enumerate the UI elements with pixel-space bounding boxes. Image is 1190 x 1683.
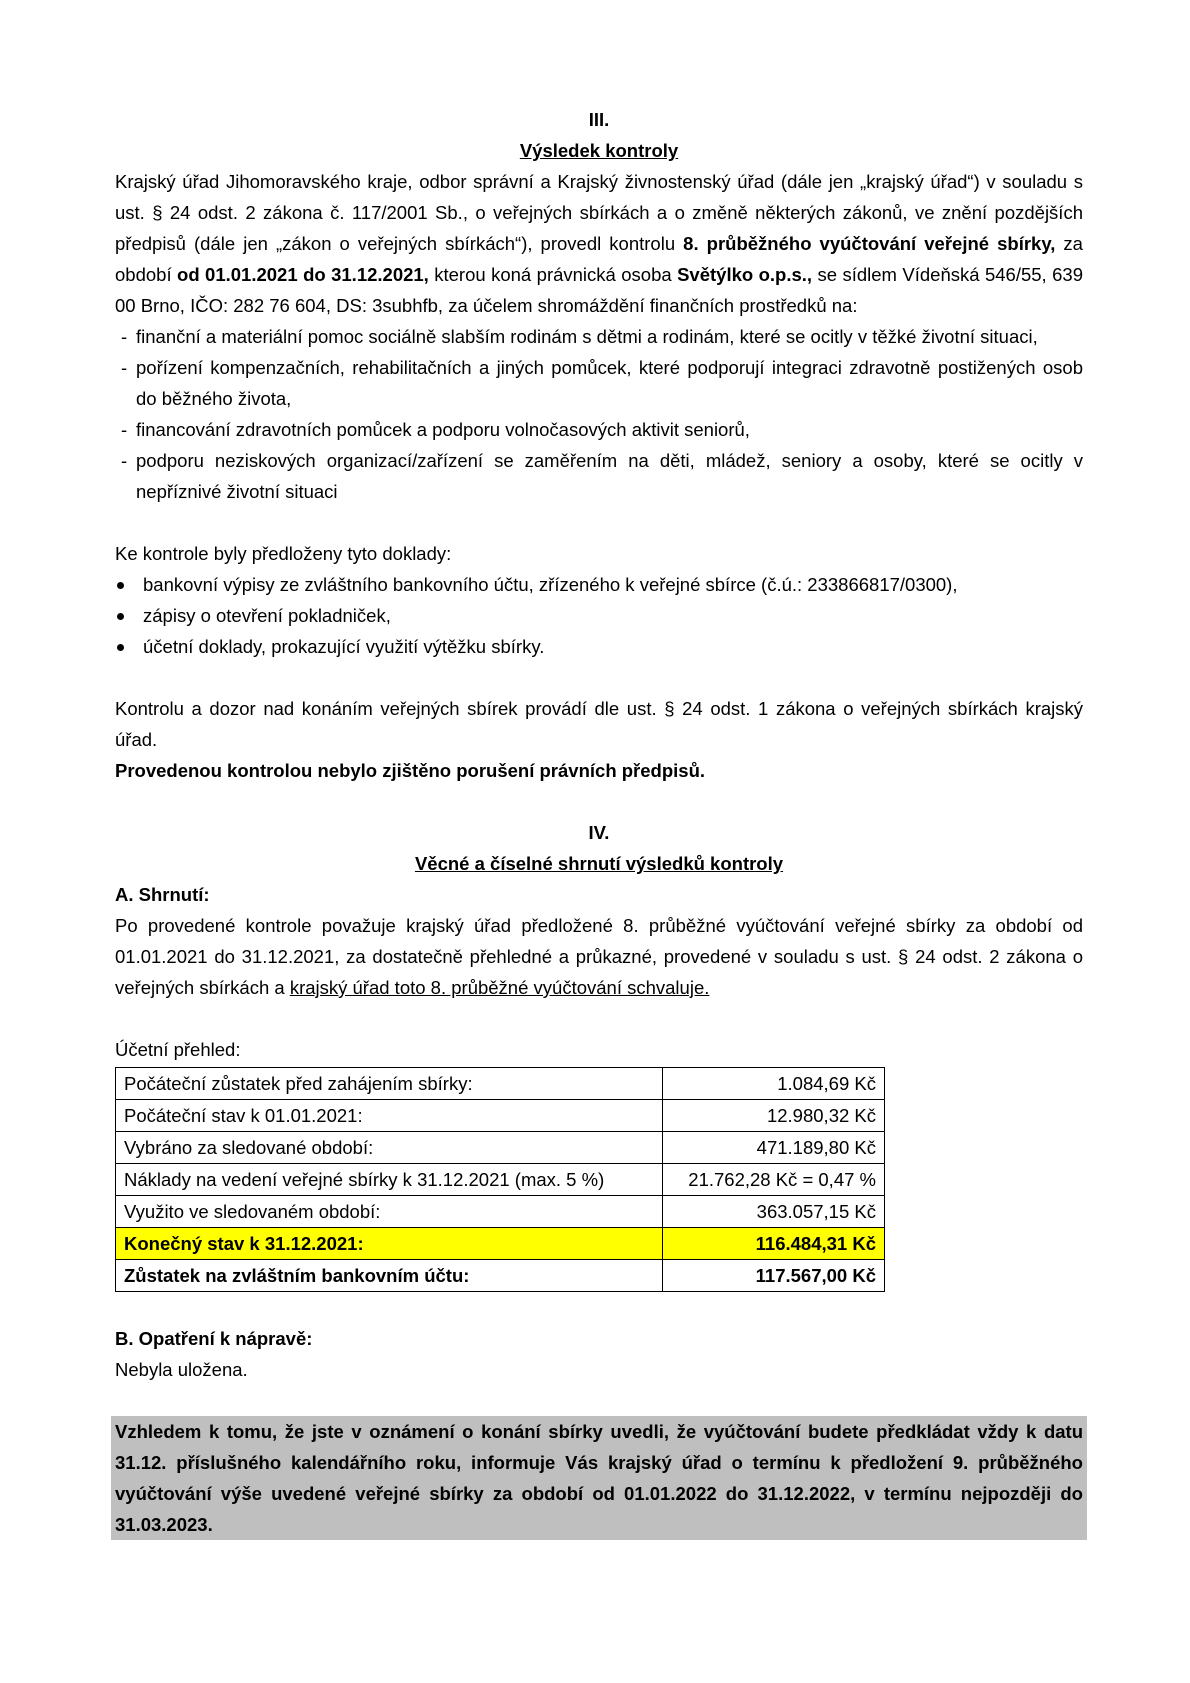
row-label: Náklady na vedení veřejné sbírky k 31.12.2021 (max. 5 %) — [116, 1164, 663, 1196]
row-label: Zůstatek na zvláštním bankovním účtu: — [116, 1260, 663, 1292]
table-row — [116, 1132, 885, 1164]
table-row — [116, 1068, 885, 1100]
row-value: 363.057,15 Kč — [663, 1196, 885, 1228]
supervision-paragraph: Kontrolu a dozor nad konáním veřejných sbírek provádí dle ust. § 24 odst. 1 zákona o veřejných sbírkách krajský úřad. — [115, 698, 1083, 750]
summary-approval: krajský úřad toto 8. průběžné vyúčtování schvaluje. — [289, 977, 710, 998]
table-row — [116, 1100, 885, 1132]
intro-settlement: 8. průběžného vyúčtování veřejné sbírky, — [683, 233, 1056, 254]
control-conclusion: Provedenou kontrolou nebylo zjištěno porušení právních předpisů. — [115, 760, 706, 781]
table-row — [116, 1196, 885, 1228]
accounting-overview-label: Účetní přehled: — [115, 1039, 241, 1060]
intro-period: od 01.01.2021 do 31.12.2021, — [177, 264, 429, 285]
intro-text-purpose: se sídlem Vídeňská 546/55, 639 00 Brno, IČO: 282 76 604, DS: 3subhfb, za účelem shromáždění finančních prostředků na: — [115, 264, 1083, 316]
row-label: Vybráno za sledované období: — [116, 1132, 663, 1164]
intro-text: Krajský úřad Jihomoravského kraje, odbor správní a Krajský živnostenský úřad (dále jen „krajský úřad“) v souladu s ust. § 24 odst. 2 zákona č. 117/2001 Sb., o veřejných sbírkách a o změně některých zákonů, ve znění pozdějších předpisů (dále jen „zákon o veřejných sbírkách“), provedl kontrolu — [115, 171, 1083, 254]
next-settlement-notice: Vzhledem k tomu, že jste v oznámení o konání sbírky uvedli, že vyúčtování budete předkládat vždy k datu 31.12. příslušného kalendářního roku, informuje Vás krajský úřad o termínu k předložení 9. průběžného vyúčtování výše uvedené veřejné sbírky za období od 01.01.2022 do 31.12.2022, v termínu nejpozději do 31.03.2023. — [111, 1416, 1087, 1540]
summary-heading: A. Shrnutí: — [115, 884, 210, 905]
summary-text: Po provedené kontrole považuje krajský úřad předložené 8. průběžné vyúčtování veřejné sbírky za období od 01.01.2021 do 31.12.2021, za dostatečně přehledné a průkazné, provedené v souladu s ust. § 24 odst. 2 zákona o veřejných sbírkách a — [115, 915, 1083, 998]
row-label: Využito ve sledovaném období: — [116, 1196, 663, 1228]
document-item: účetní doklady, prokazující využití výtěžku sbírky. — [115, 631, 1083, 662]
row-value: 471.189,80 Kč — [663, 1132, 885, 1164]
documents-list — [115, 569, 1083, 662]
row-value: 116.484,31 Kč — [663, 1228, 885, 1260]
purpose-list — [115, 321, 1083, 507]
section-4-title: Věcné a číselné shrnutí výsledků kontroly — [414, 853, 784, 874]
row-label: Počáteční stav k 01.01.2021: — [116, 1100, 663, 1132]
intro-text-period: za období — [115, 233, 1083, 285]
purpose-item: - finanční a materiální pomoc sociálně slabším rodinám s dětmi a rodinám, které se ocitly v těžké životní situaci, — [115, 321, 1083, 352]
table-row-highlighted — [116, 1228, 885, 1260]
row-label: Počáteční zůstatek před zahájením sbírky: — [116, 1068, 663, 1100]
row-label: Konečný stav k 31.12.2021: — [116, 1228, 663, 1260]
row-value: 1.084,69 Kč — [663, 1068, 885, 1100]
summary-paragraph — [115, 910, 1083, 1003]
purpose-item: - pořízení kompenzačních, rehabilitačních a jiných pomůcek, které podporují integraci zdravotně postižených osob do běžného života, — [115, 352, 1083, 414]
section-3-title: Výsledek kontroly — [519, 140, 679, 161]
accounting-table — [115, 1067, 885, 1292]
section-4-number: IV. — [588, 822, 610, 843]
row-value: 117.567,00 Kč — [663, 1260, 885, 1292]
row-value: 12.980,32 Kč — [663, 1100, 885, 1132]
purpose-item: - financování zdravotních pomůcek a podporu volnočasových aktivit seniorů, — [115, 414, 1083, 445]
control-intro-paragraph — [115, 166, 1083, 321]
section-3-number: III. — [588, 109, 610, 130]
row-value: 21.762,28 Kč = 0,47 % — [663, 1164, 885, 1196]
remedy-heading: B. Opatření k nápravě: — [115, 1328, 313, 1349]
purpose-item: - podporu neziskových organizací/zařízení se zaměřením na děti, mládež, seniory a osoby, které se ocitly v nepříznivé životní situaci — [115, 445, 1083, 507]
remedy-text: Nebyla uložena. — [115, 1359, 248, 1380]
table-row — [116, 1260, 885, 1292]
document-page — [115, 104, 1083, 1540]
intro-entity-name: Světýlko o.p.s., — [677, 264, 813, 285]
table-row — [116, 1164, 885, 1196]
intro-text-entity: kterou koná právnická osoba — [428, 264, 678, 285]
document-item: bankovní výpisy ze zvláštního bankovního účtu, zřízeného k veřejné sbírce (č.ú.: 233866817/0300), — [115, 569, 1083, 600]
document-item: zápisy o otevření pokladniček, — [115, 600, 1083, 631]
documents-intro: Ke kontrole byly předloženy tyto doklady: — [115, 543, 452, 564]
